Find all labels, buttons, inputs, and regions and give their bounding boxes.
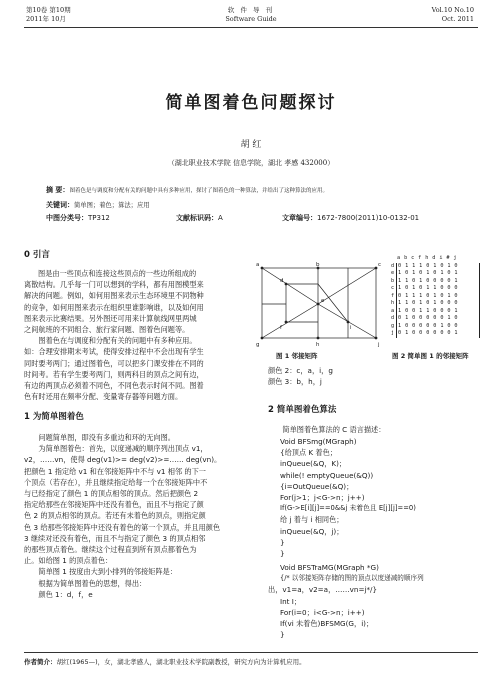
journal-issue: 第10卷 第10期 2011年 10月 (26, 6, 71, 23)
abstract: 摘 要：图着色是与调度和分配有关的问题中具有多种应用，探讨了图着色的一种算法，并给出了这种算法的应用。 (46, 186, 328, 194)
code-block-1: Void BFSmg(MGraph) {给顶点 K 着色； inQueue(&Q，K)； while(! emptyQueue(&Q)) {i=OutQueue(&Q)； For(j>1；j<G->n；j++) If(G->E[i][j]==0&&j 未着色且 E[j][j]==0) 给 j 着与 i 相同色； inQueue(&Q，j)； } } (280, 437, 416, 559)
svg-text:d: d (280, 278, 284, 284)
code-block-2: Void BFSTraMG(MGraph *G) {/* 以邻接矩阵存储的图的顶点以度递减的顺序列 出，v1=a，v2=a，……vn=j*/} Int I； For(i=0；i<G->n；i++) If(vi 未着色)BFSMG(G，i)； } (268, 563, 424, 640)
document-code: 文献标识码：A (176, 214, 223, 222)
matrix-row: g 1 0 0 0 0 0 1 0 0 (391, 322, 458, 329)
section-2-heading: 2 简单图着色算法 (268, 405, 337, 415)
matrix-row: j 0 1 0 0 0 0 0 0 1 (391, 330, 458, 336)
svg-text:i: i (350, 325, 352, 331)
keywords: 关键词：简单图；着色；算法；应用 (46, 201, 150, 209)
journal-volume: Vol.10 No.10 Oct. 2011 (431, 6, 474, 23)
clc-number: 中图分类号：TP312 (46, 214, 110, 222)
figure-1-caption: 图 1 邻接矩阵 (276, 352, 318, 360)
article-number: 文章编号：1672-7800(2011)10-0132-01 (282, 214, 420, 222)
svg-text:c: c (378, 262, 382, 268)
svg-text:j: j (378, 342, 380, 348)
coloring-result: 颜色 2：c，a，i，g 颜色 3：b，h，j (268, 366, 333, 387)
svg-text:e: e (321, 298, 325, 304)
matrix-row: d 0 1 0 0 0 0 0 1 0 (391, 315, 458, 321)
article-affiliation: （湖北职业技术学院 信息学院，湖北 孝感 432000） (167, 159, 335, 167)
figure-2-matrix (390, 255, 480, 338)
section-0-heading: 0 引言 (24, 250, 50, 260)
svg-text:a: a (256, 262, 260, 268)
matrix-header: a b c f h d i # j (390, 255, 457, 261)
journal-name: 软 件 导 刊 Software Guide (225, 6, 277, 23)
section-2-intro: 简单图着色算法的 C 语言描述： (268, 425, 386, 434)
svg-text:g: g (256, 342, 260, 348)
matrix-row: a 1 0 0 1 1 0 0 0 1 (391, 307, 458, 314)
matrix-row: e 1 0 1 0 1 0 1 0 1 (391, 270, 458, 276)
svg-text:h: h (316, 342, 320, 348)
svg-text:f: f (280, 325, 282, 331)
matrix-row: d 0 1 1 1 0 1 0 1 0 (391, 262, 458, 269)
matrix-row: b 1 1 0 1 0 0 0 0 1 (391, 277, 458, 284)
section-1-body: 问题简单图，即没有多重边和环的无向图。 为简单图着色：首先，以度递减的顺序列出顶点 v1， v2，……vn，使得 deg(v1)>= deg(v2)>=…… deg(vn)。 把颜色 1 指定给 v1 和在邻接矩阵中不与 v1 相邻 的下一 个顶点（若存在），并且继续指定给每一个在邻接矩阵中不 与已经指定了颜色 1 的顶点相邻的顶点。然后把颜色 2 指定给那些在邻接矩阵中还没有着色，而且不与指定了颜 色 2 的顶点相邻的顶点。若还有未着色的顶点，则指定颜 色 3 给那些邻接矩阵中还没有着色的第一个顶点，并且用颜色 3 继续对还没有着色，而且不与指定了颜色 3 的顶点相邻 的那些顶点着色。继续这个过程直到所有顶点都着色为 止。如给图 1 的顶点着色： 简单图 1 按度由大到小排列的邻接矩阵是： 根据为简单图着色的思想，得出： 颜色 1：d，f，e (24, 433, 222, 599)
author-note: 作者简介：胡红(1965—)，女，湖北孝感人，湖北职业技术学院副教授，研究方向为计算机应用。 (24, 658, 306, 666)
section-1-heading: 1 为简单图着色 (24, 412, 84, 422)
article-author: 胡 红 (240, 140, 262, 150)
matrix-row: h 1 1 0 1 0 1 0 0 0 (391, 300, 458, 306)
footer-rule (24, 652, 478, 653)
figure-1-graph (256, 262, 384, 348)
figure-2-caption: 图 2 简单图 1 的邻接矩阵 (392, 352, 469, 360)
matrix-row: c 1 0 1 0 1 1 0 0 0 (391, 285, 458, 291)
graph-drawing (256, 262, 384, 348)
section-0-body: 图是由一些顶点和连接这些顶点的一些边所组成的 离散结构。几乎每一门可以想到的学科，都有用图模型来 解决的问题。例如，如何用图来表示生态环境里不同物种 的竞争，如何用图来表示在组织里谁影响谁，以及如何用 图来表示比赛结果。另外图还可用来计算航线网里两城 之间航班的不同组合、旅行家问题、图着色问题等。 图着色在与调度和分配有关的问题中有多种应用。 如：合理安排期末考试，使得安排过程中不会出现有学生 同时要考两门；通过图着色，可以把多门课安排在不同的 时间考。若有学生要考两门，则两科目的顶点之间有边， 有边的两顶点必须着不同色，不同色表示时间不同。图着 色有时还用在频率分配、变量寄存器等问题方面。 (24, 269, 204, 402)
header-rule (24, 27, 478, 28)
article-title: 简单图着色问题探讨 (165, 93, 337, 113)
svg-text:b: b (316, 262, 320, 268)
matrix-row: f 0 1 1 1 0 1 0 1 0 (391, 292, 458, 299)
